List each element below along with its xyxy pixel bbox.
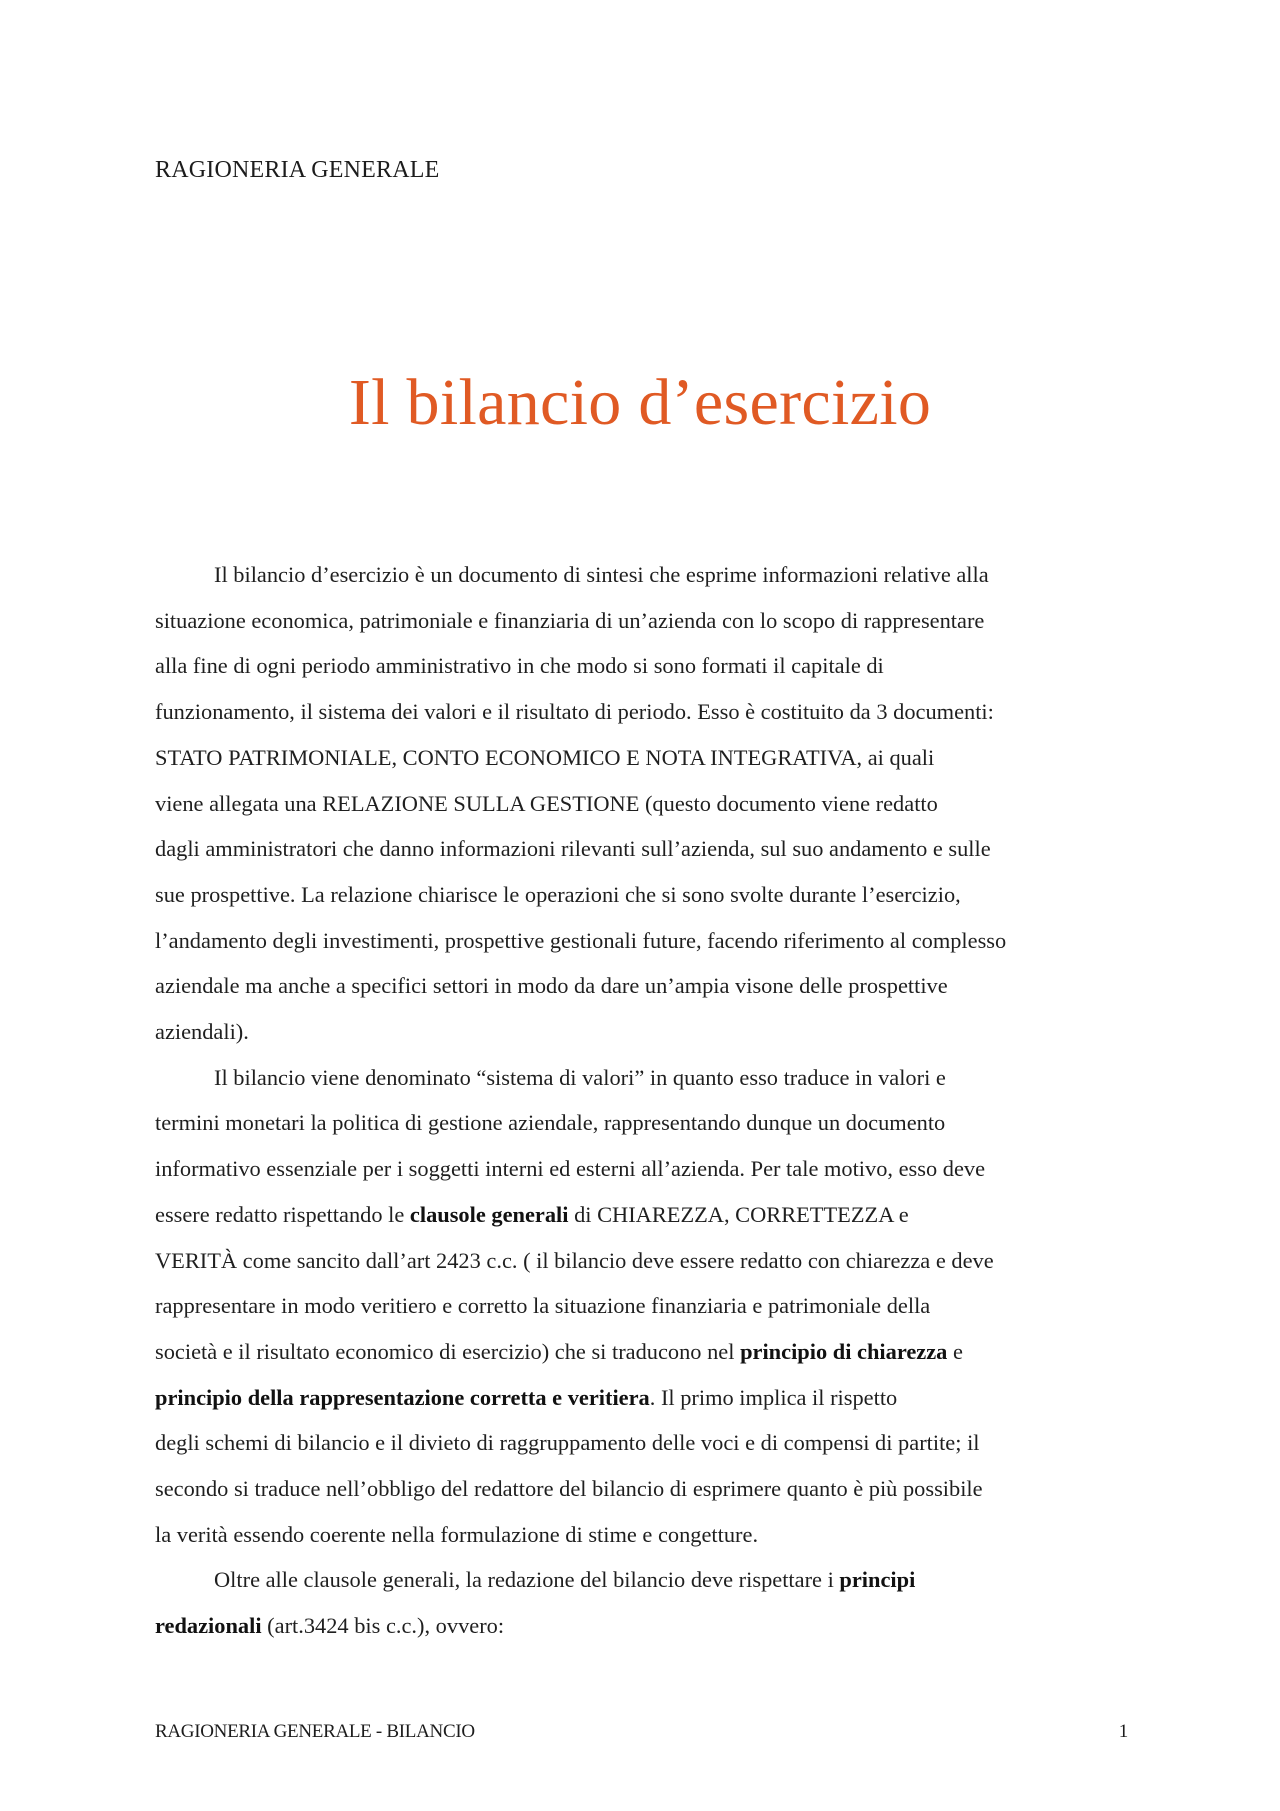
text-run: situazione economica, patrimoniale e finanziaria di un’azienda con lo scopo di rappresentare xyxy=(155,607,985,633)
text-line xyxy=(155,1557,1130,1603)
bold-term: principio di chiarezza xyxy=(740,1338,948,1364)
bold-term: clausole generali xyxy=(409,1201,569,1227)
text-run: aziendale ma anche a specifici settori in modo da dare un’ampia visone delle prospettive xyxy=(155,973,948,999)
body-text xyxy=(155,552,1130,1649)
text-line xyxy=(155,1466,1130,1512)
text-run: Oltre alle clausole generali, la redazione del bilancio deve rispettare i xyxy=(214,1567,840,1593)
text-run: viene allegata una RELAZIONE SULLA GESTIONE (questo documento viene redatto xyxy=(155,790,938,816)
text-run: . Il primo implica il rispetto xyxy=(649,1384,898,1410)
text-line xyxy=(155,1009,1130,1055)
page-footer xyxy=(155,1721,1128,1743)
text-run: VERITÀ come sancito dall’art 2423 c.c. ( il bilancio deve essere redatto con chiarezza e deve xyxy=(155,1247,994,1273)
paragraph xyxy=(155,552,1130,1055)
text-line xyxy=(155,781,1130,827)
text-run: funzionamento, il sistema dei valori e il risultato di periodo. Esso è costituito da 3 documenti: xyxy=(155,699,994,725)
text-line xyxy=(155,1100,1130,1146)
text-run: alla fine di ogni periodo amministrativo in che modo si sono formati il capitale di xyxy=(155,653,884,679)
text-run: sue prospettive. La relazione chiarisce le operazioni che si sono svolte durante l’esercizio, xyxy=(155,881,961,907)
text-line xyxy=(155,735,1130,781)
text-run: informativo essenziale per i soggetti interni ed esterni all’azienda. Per tale motivo, esso deve xyxy=(155,1156,986,1182)
text-line xyxy=(155,1283,1130,1329)
bold-term: principi xyxy=(839,1567,916,1593)
text-line xyxy=(155,826,1130,872)
text-run: la verità essendo coerente nella formulazione di stime e congetture. xyxy=(155,1521,759,1547)
bold-term: principio della rappresentazione corretta e veritiera xyxy=(155,1384,650,1410)
page-number: 1 xyxy=(1118,1721,1128,1742)
text-run: dagli amministratori che danno informazioni rilevanti sull’azienda, sul suo andamento e sulle xyxy=(155,836,991,862)
paragraph xyxy=(155,1557,1130,1648)
running-footer: RAGIONERIA GENERALE - BILANCIO xyxy=(155,1721,475,1742)
text-line xyxy=(155,1420,1130,1466)
text-run: STATO PATRIMONIALE, CONTO ECONOMICO E NOTA INTEGRATIVA, ai quali xyxy=(155,744,935,770)
text-line xyxy=(155,1329,1130,1375)
text-line xyxy=(155,1375,1130,1421)
text-run: l’andamento degli investimenti, prospettive gestionali future, facendo riferimento al complesso xyxy=(155,927,1007,953)
text-line xyxy=(155,1512,1130,1558)
text-run: secondo si traduce nell’obbligo del redattore del bilancio di esprimere quanto è più possibile xyxy=(155,1476,983,1502)
text-run: di CHIAREZZA, CORRETTEZZA e xyxy=(568,1201,909,1227)
running-header: RAGIONERIA GENERALE xyxy=(155,157,440,183)
text-run: termini monetari la politica di gestione aziendale, rappresentando dunque un documento xyxy=(155,1110,946,1136)
text-line xyxy=(155,1055,1130,1101)
text-run: (art.3424 bis c.c.), ovvero: xyxy=(261,1613,505,1639)
text-line xyxy=(155,552,1130,598)
paragraph xyxy=(155,1055,1130,1558)
text-run: Il bilancio viene denominato “sistema di valori” in quanto esso traduce in valori e xyxy=(214,1064,946,1090)
text-line xyxy=(155,918,1130,964)
text-line xyxy=(155,598,1130,644)
text-line xyxy=(155,1146,1130,1192)
text-line xyxy=(155,1603,1130,1649)
text-line xyxy=(155,643,1130,689)
bold-term: redazionali xyxy=(155,1613,262,1639)
text-line xyxy=(155,689,1130,735)
text-line xyxy=(155,872,1130,918)
text-run: essere redatto rispettando le xyxy=(155,1201,410,1227)
text-run: società e il risultato economico di esercizio) che si traducono nel xyxy=(155,1338,741,1364)
page-title: Il bilancio d’esercizio xyxy=(348,366,932,439)
text-line xyxy=(155,1192,1130,1238)
text-run: Il bilancio d’esercizio è un documento di sintesi che esprime informazioni relative alla xyxy=(214,562,989,587)
text-line xyxy=(155,1238,1130,1284)
text-run: e xyxy=(947,1338,963,1364)
text-run: degli schemi di bilancio e il divieto di raggruppamento delle voci e di compensi di partite; il xyxy=(155,1430,980,1456)
text-line xyxy=(155,963,1130,1009)
text-run: aziendali). xyxy=(155,1019,249,1045)
text-run: rappresentare in modo veritiero e corretto la situazione finanziaria e patrimoniale della xyxy=(155,1293,931,1319)
